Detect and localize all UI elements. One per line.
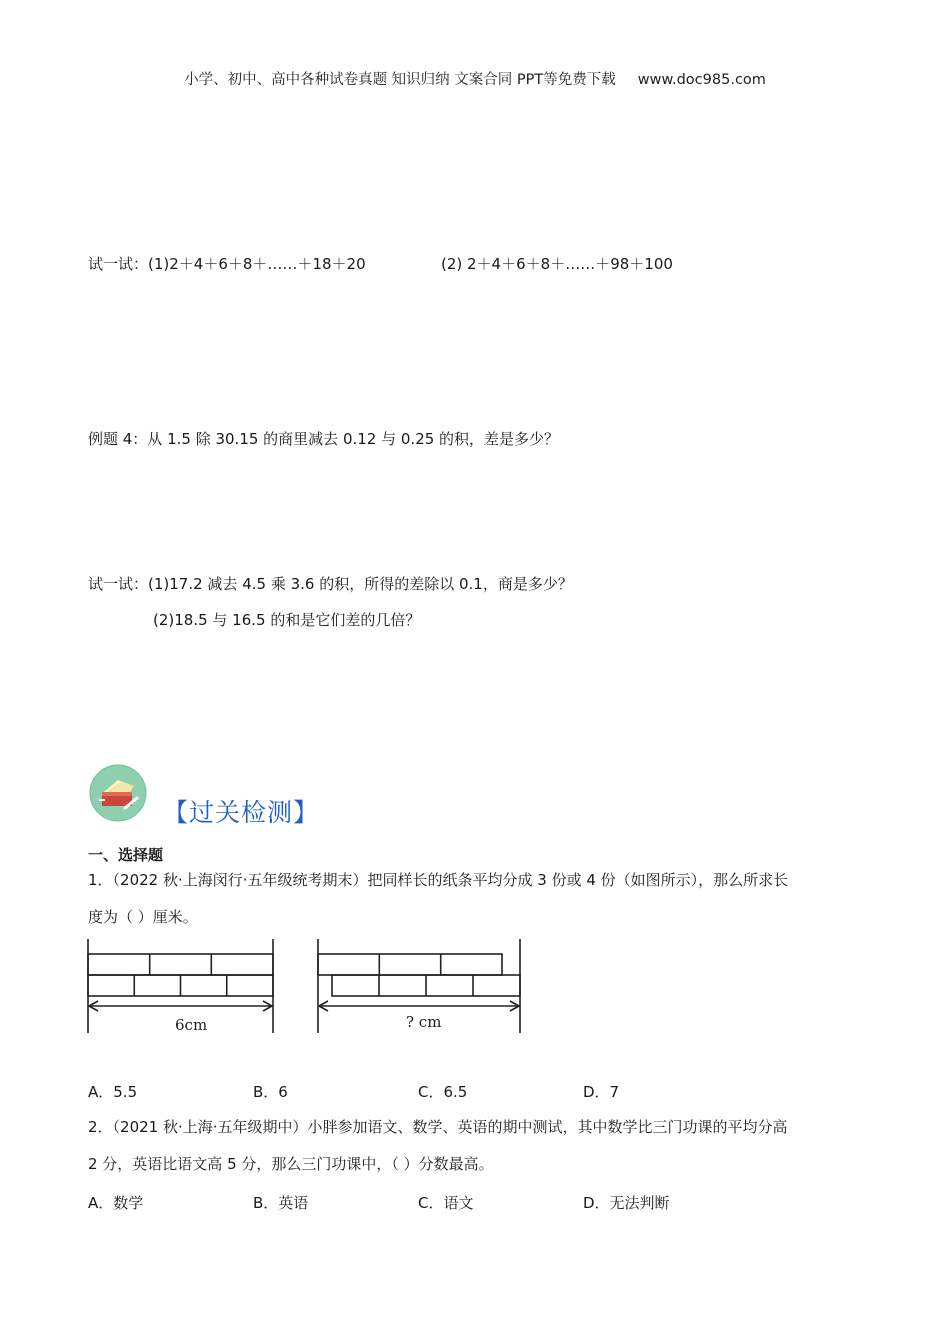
try2-q1: (1)17.2 减去 4.5 乘 3.6 的积，所得的差除以 0.1，商是多少？	[148, 575, 573, 593]
try1-part2: (2) 2＋4＋6＋8＋……＋98＋100	[441, 255, 673, 273]
books-icon	[89, 764, 147, 822]
q1-line1: 1．（2022 秋·上海闵行·五年级统考期末）把同样长的纸条平均分成 3 份或 4 份（如图所示），那么所求长	[88, 871, 789, 889]
fig-left-label: 6cm	[175, 1016, 208, 1034]
part-heading: 一、选择题	[88, 846, 164, 864]
page-header	[0, 68, 950, 89]
try2-line1	[88, 574, 573, 594]
q2-option-d[interactable]: D．无法判断	[583, 1194, 670, 1212]
q2-option-b[interactable]: B．英语	[253, 1194, 309, 1212]
q2-option-a[interactable]: A．数学	[88, 1194, 144, 1212]
try2-q2: (2)18.5 与 16.5 的和是它们差的几倍？	[153, 611, 421, 629]
q2-line1: 2．（2021 秋·上海·五年级期中）小胖参加语文、数学、英语的期中测试，其中数学比三门功课的平均分高	[88, 1118, 788, 1136]
try2-label: 试一试：	[88, 575, 149, 593]
q2-option-c[interactable]: C．语文	[418, 1194, 474, 1212]
section-title: 【过关检测】	[163, 798, 320, 827]
try1-part1: (1)2＋4＋6＋8＋……＋18＋20	[148, 255, 366, 273]
q1-figure	[84, 935, 529, 1037]
q1-option-d[interactable]: D．7	[583, 1083, 620, 1101]
q1-option-b[interactable]: B．6	[253, 1083, 288, 1101]
q2-line2: 2 分，英语比语文高 5 分，那么三门功课中，（ ）分数最高。	[88, 1155, 494, 1173]
example4: 例题 4：从 1.5 除 30.15 的商里减去 0.12 与 0.25 的积，差是多少？	[88, 430, 560, 448]
fig-right-label: ? cm	[406, 1013, 442, 1031]
q1-option-c[interactable]: C．6.5	[418, 1083, 468, 1101]
try1-line	[88, 254, 366, 274]
q1-option-a[interactable]: A．5.5	[88, 1083, 138, 1101]
try1-label: 试一试：	[88, 255, 149, 273]
header-text: 小学、初中、高中各种试卷真题 知识归纳 文案合同 PPT等免费下载	[184, 72, 616, 88]
header-site: www.doc985.com	[637, 72, 766, 88]
q1-line2: 度为（ ）厘米。	[88, 908, 198, 926]
